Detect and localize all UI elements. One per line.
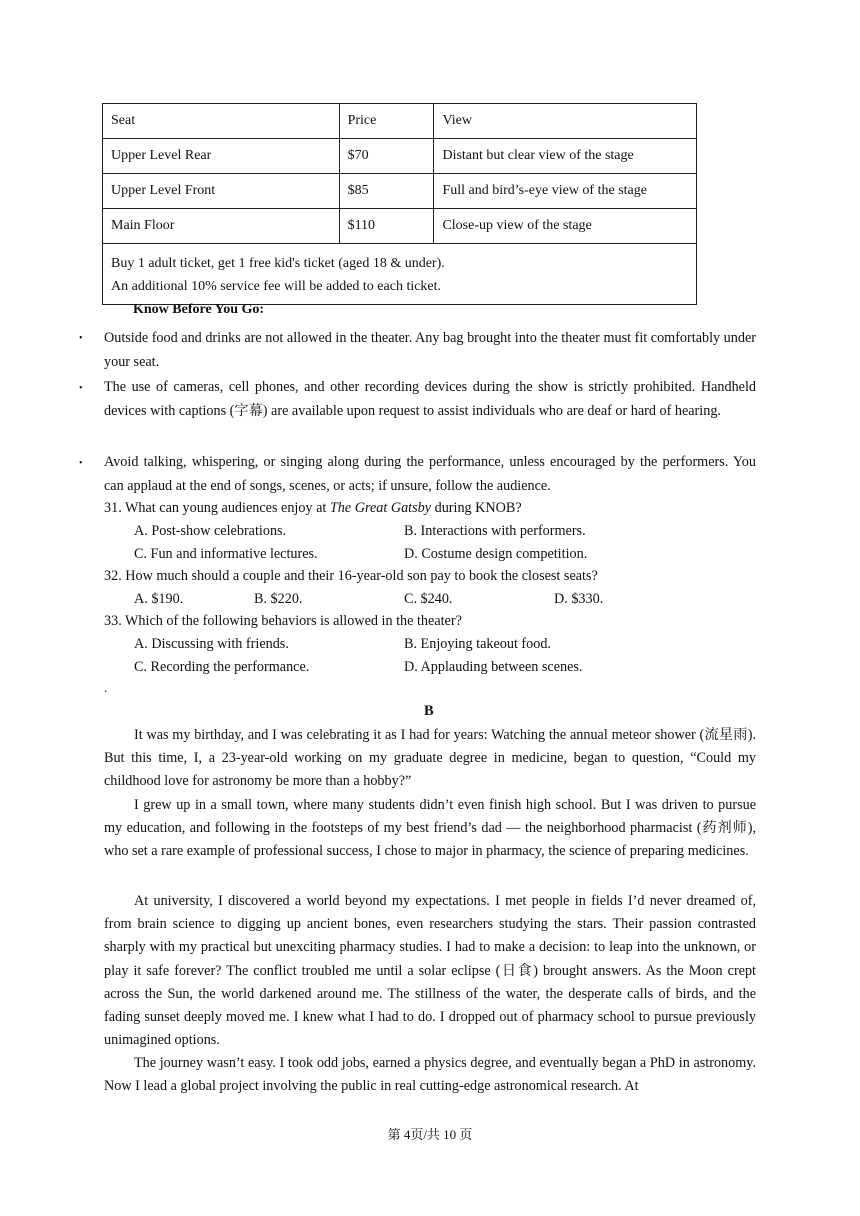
passage-b-paragraph: At university, I discovered a world beyond my expectations. I met people in fields I’d never dreamed of, from brain science to digging up ancient bones, even researchers studying the stars. Their passion contrasted sharply with my practical but unexciting pharmacy studies. I had to make a decision: to leap into the unknown, or play it safe forever? The conflict troubled me until a solar eclipse (日食) brought answers. As the Moon crept across the Sun, the world darkened around me. The stillness of the water, the desperate calls of birds, and the fading sunset deeply moved me. I knew what I had to do. I dropped out of pharmacy school to pursue previously unimagined options. xyxy=(104,893,756,1049)
table-cell-view: Close-up view of the stage xyxy=(434,209,697,244)
table-cell-view: Full and bird’s-eye view of the stage xyxy=(434,174,697,209)
page-footer: 第 4页/共 10 页 xyxy=(387,1127,473,1142)
bullet-item-etiquette: Avoid talking, whispering, or singing along during the performance, unless encouraged by the performers. You can applaud at the end of songs, scenes, or acts; if unsure, follow the audience. xyxy=(104,454,756,494)
question-32: 32. How much should a couple and their 16-year-old son pay to book the closest seats? xyxy=(104,568,598,584)
question-33: 33. Which of the following behaviors is allowed in the theater? xyxy=(104,613,462,629)
bullet-item-devices: The use of cameras, cell phones, and other recording devices during the show is strictly prohibited. Handheld devices with captions (字幕) are available upon request to assist individuals who are deaf or hard of hearing. xyxy=(104,379,756,419)
q33-option-d: D. Applauding between scenes. xyxy=(404,659,583,675)
q31-option-c: C. Fun and informative lectures. xyxy=(134,546,318,562)
bullet-icon: • xyxy=(79,333,83,344)
q32-option-c: C. $240. xyxy=(404,591,453,607)
q32-option-b: B. $220. xyxy=(254,591,303,607)
book-title: The Great Gatsby xyxy=(329,500,432,516)
q33-option-c: C. Recording the performance. xyxy=(134,659,310,675)
stray-dot: . xyxy=(104,680,108,695)
table-cell-seat: Upper Level Rear xyxy=(103,139,340,174)
passage-b-paragraph: The journey wasn’t easy. I took odd jobs, earned a physics degree, and eventually began a PhD in astronomy. Now I lead a global project involving the public in real cutting-edge astronomical research. At xyxy=(104,1055,756,1095)
header-seat: Seat xyxy=(103,104,340,139)
table-row xyxy=(103,174,697,209)
table-cell-seat: Main Floor xyxy=(103,209,340,244)
note-line-2: An additional 10% service fee will be added to each ticket. xyxy=(111,279,442,294)
table-row xyxy=(103,139,697,174)
table-cell-price: $70 xyxy=(339,139,434,174)
passage-b-paragraph: I grew up in a small town, where many students didn’t even finish high school. But I was driven to pursue my education, and following in the footsteps of my best friend’s dad — the neighborhood pharmacist (药剂师), who set a rare example of professional success, I chose to major in pharmacy, the science of preparing medicines. xyxy=(104,797,756,860)
table-cell-price: $110 xyxy=(339,209,434,244)
q31-option-b: B. Interactions with performers. xyxy=(404,523,586,539)
section-b-label: B xyxy=(424,703,434,719)
q31-option-a: A. Post-show celebrations. xyxy=(134,523,287,539)
bullet-item-food: Outside food and drinks are not allowed in the theater. Any bag brought into the theater must fit comfortably under your seat. xyxy=(104,330,756,370)
bullet-icon: • xyxy=(79,383,83,394)
header-view: View xyxy=(434,104,697,139)
note-line-1: Buy 1 adult ticket, get 1 free kid's ticket (aged 18 & under). xyxy=(111,256,445,271)
q33-option-a: A. Discussing with friends. xyxy=(134,636,289,652)
ticket-table xyxy=(102,103,697,305)
know-before-heading: Know Before You Go: xyxy=(133,302,265,317)
q33-option-b: B. Enjoying takeout food. xyxy=(404,636,551,652)
q32-option-a: A. $190. xyxy=(134,591,184,607)
q32-option-d: D. $330. xyxy=(554,591,604,607)
table-cell-view: Distant but clear view of the stage xyxy=(434,139,697,174)
bullet-icon: • xyxy=(79,458,83,469)
table-note xyxy=(103,244,697,305)
table-header-row xyxy=(103,104,697,139)
passage-b-paragraph: It was my birthday, and I was celebrating it as I had for years: Watching the annual meteor shower (流星雨). But this time, I, a 23-year-old working on my graduate degree in medicine, began to question, “Could my childhood love for astronomy be more than a hobby?” xyxy=(104,727,756,790)
q31-option-d: D. Costume design competition. xyxy=(404,546,588,562)
table-note-row xyxy=(103,244,697,305)
table-row xyxy=(103,209,697,244)
table-cell-price: $85 xyxy=(339,174,434,209)
table-cell-seat: Upper Level Front xyxy=(103,174,340,209)
header-price: Price xyxy=(339,104,434,139)
question-31: 31. What can young audiences enjoy at The Great Gatsby during KNOB? xyxy=(104,500,522,516)
